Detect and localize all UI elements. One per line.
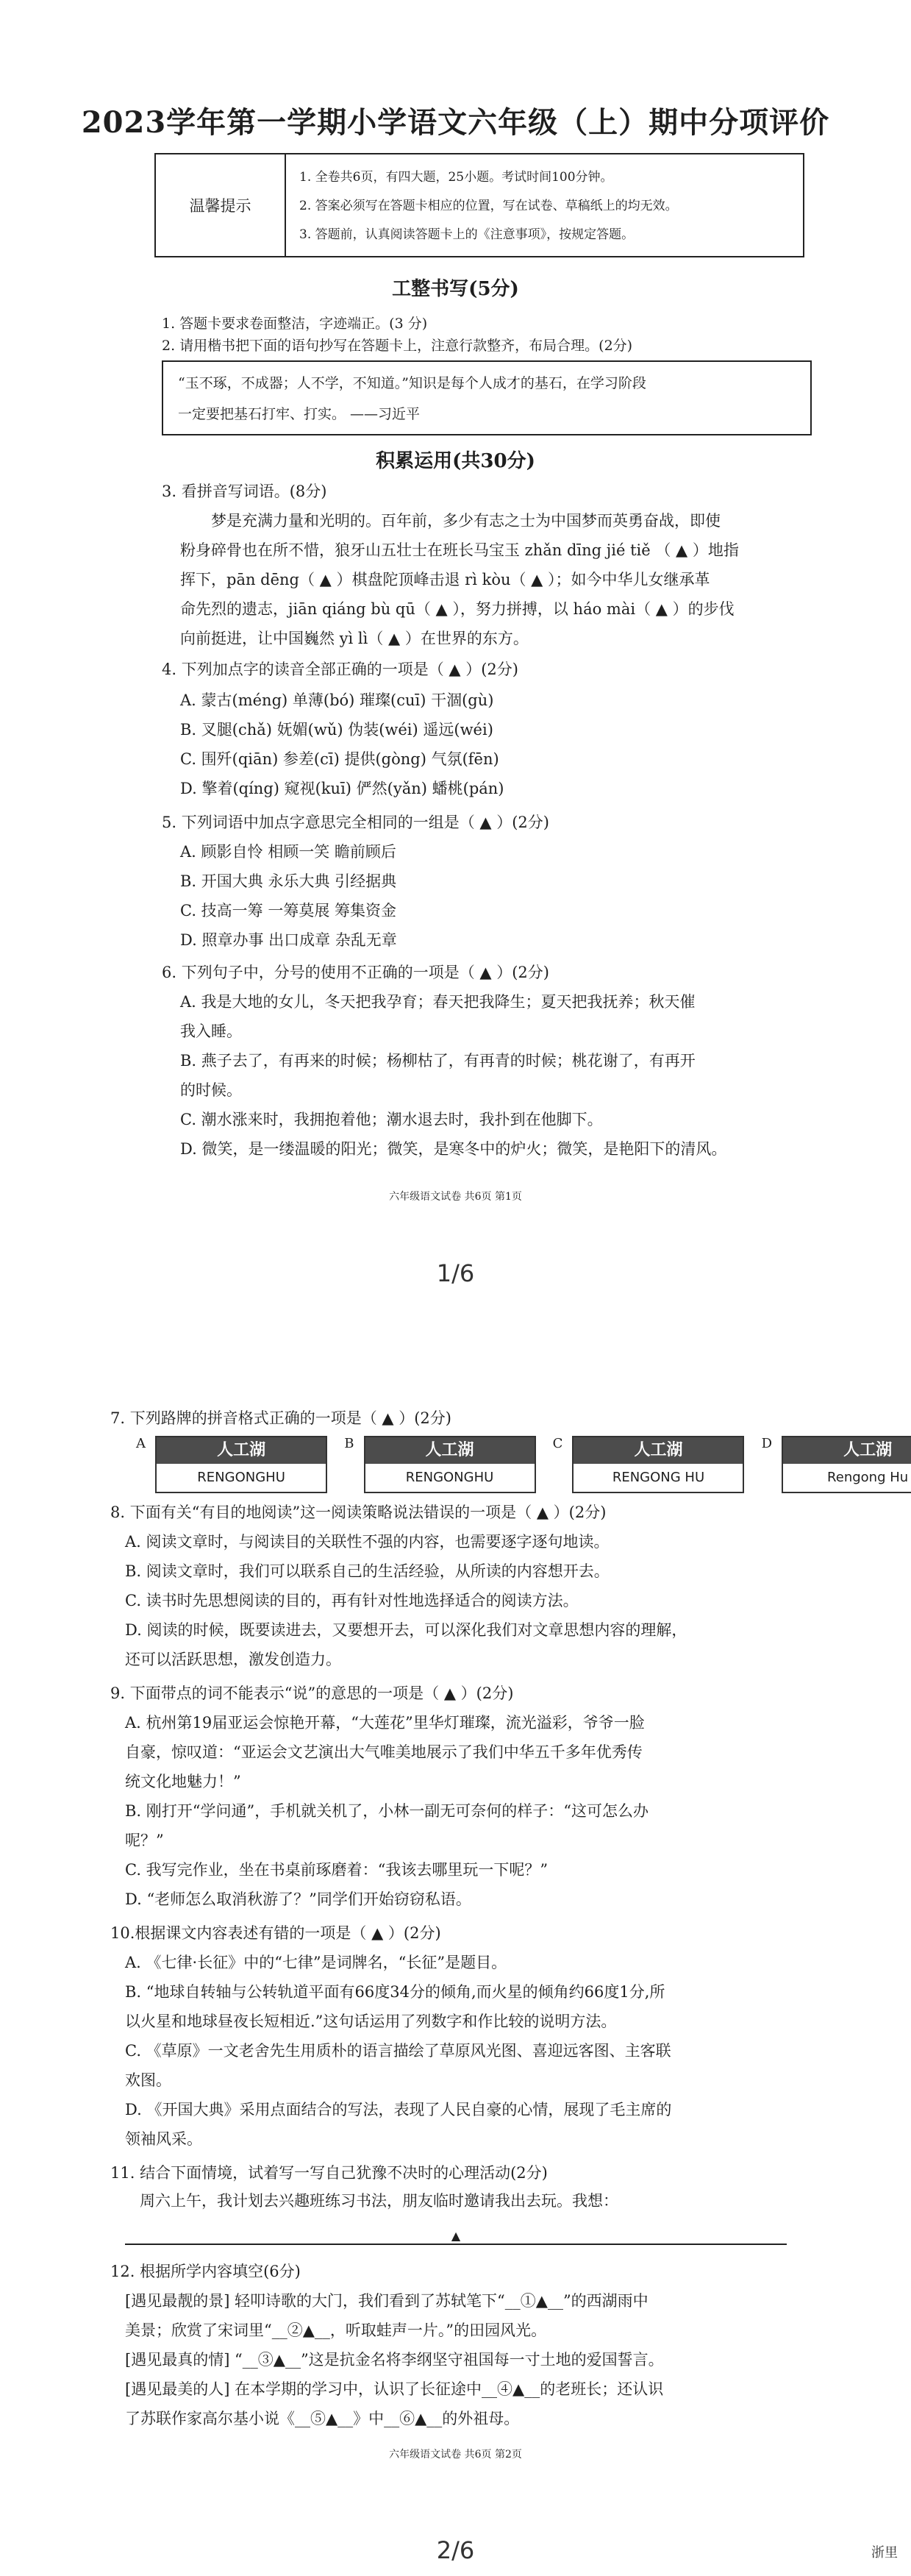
question-4: 4. 下列加点字的读音全部正确的一项是（ ▲ ）(2分) [162, 661, 518, 678]
question-9: 9. 下面带点的词不能表示“说”的意思的一项是（ ▲ ）(2分) [110, 1684, 514, 1702]
tip-line: 3. 答题前，认真阅读答题卡上的《注意事项》，按规定答题。 [299, 227, 635, 242]
sign-letter: A [136, 1436, 146, 1451]
quote-line: 一定要把基石打牢、打实。 ——习近平 [178, 406, 421, 422]
passage-line: 命先烈的遗志，jiān qiáng bù qū（ ▲ ），努力拼搏，以 háo mài（ ▲ ）的步伐 [180, 600, 735, 618]
option: D. 擎着(qíng) 窥视(kuī) 俨然(yǎn) 蟠桃(pán) [180, 780, 504, 797]
exam-page-1 [0, 0, 911, 1250]
corner-watermark: 浙里 [871, 2545, 898, 2561]
sign-letter: B [344, 1436, 354, 1451]
question-8: 8. 下面有关“有目的地阅读”这一阅读策略说法错误的一项是（ ▲ ）(2分) [110, 1504, 607, 1521]
option: D. 《开国大典》采用点面结合的写法，表现了人民自豪的心情，展现了毛主席的 [125, 2101, 672, 2118]
question-11: 11. 结合下面情境，试着写一写自己犹豫不决时的心理活动(2分) [110, 2164, 548, 2182]
page-footer: 六年级语文试卷 共6页 第1页 [389, 1191, 522, 1203]
option: 统文化地魅力！” [125, 1773, 241, 1790]
option: A. 阅读文章时，与阅读目的关联性不强的内容，也需要逐字逐句地读。 [125, 1533, 610, 1551]
question-12-lines [125, 2286, 664, 2433]
sign-bottom: RENGONG HU [612, 1470, 705, 1485]
option: B. “地球自转轴与公转轨道平面有66度34分的倾角,而火星的倾角约66度1分,所 [125, 1983, 665, 2001]
question-7: 7. 下列路牌的拼音格式正确的一项是（ ▲ ）(2分) [110, 1409, 451, 1427]
option: C. 技高一筹 一筹莫展 筹集资金 [180, 902, 397, 919]
option: B. 开国大典 永乐大典 引经据典 [180, 872, 397, 890]
fill-line: [遇见最美的人] 在本学期的学习中，认识了长征途中__④▲__的老班长；还认识 [125, 2380, 664, 2398]
exam-page-2 [0, 1376, 911, 2538]
fill-line: 了苏联作家高尔基小说《__⑤▲__》中__⑥▲__的外祖母。 [125, 2410, 520, 2427]
option: A. 杭州第19届亚运会惊艳开幕，“大莲花”里华灯璀璨，流光溢彩，爷爷一脸 [125, 1714, 645, 1732]
question-8-options [125, 1527, 687, 1674]
option: 我入睡。 [180, 1022, 242, 1040]
tips-list [299, 163, 678, 249]
question-5-options [180, 837, 397, 955]
question-3-passage [180, 506, 739, 653]
section-handwriting-heading: 工整书写(5分) [392, 278, 519, 300]
answer-blank: ▲ [451, 2229, 461, 2243]
question-3: 3. 看拼音写词语。(8分) [162, 483, 327, 500]
question-6-options [180, 987, 726, 1164]
option: D. 照章办事 出口成章 杂乱无章 [180, 931, 397, 949]
road-sign-d [782, 1436, 911, 1493]
sign-top: 人工湖 [783, 1437, 911, 1464]
option: C. 《草原》一文老舍先生用质朴的语言描绘了草原风光图、喜迎远客图、主客联 [125, 2042, 671, 2060]
option: 以火星和地球昼夜长短相近.”这句话运用了列数字和作比较的说明方法。 [125, 2013, 617, 2030]
question-9-options [125, 1708, 649, 1914]
passage-line: 向前挺进，让中国巍然 yì lì（ ▲ ）在世界的东方。 [180, 630, 529, 647]
tips-box [154, 153, 804, 257]
question-4-options [180, 686, 504, 803]
option: A. 蒙古(méng) 单薄(bó) 璀璨(cuī) 干涸(gù) [180, 691, 494, 709]
option: C. 围歼(qiān) 参差(cī) 提供(gòng) 气氛(fēn) [180, 750, 499, 768]
passage-line: 梦是充满力量和光明的。百年前，多少有志之士为中国梦而英勇奋战，即使 [211, 512, 721, 530]
fill-line: [遇见最真的情] “__③▲__”这是抗金名将李纲坚守祖国每一寸土地的爱国誓言。 [125, 2351, 664, 2369]
option: 领袖风采。 [125, 2130, 202, 2148]
option: D. 微笑，是一缕温暖的阳光；微笑，是寒冬中的炉火；微笑，是艳阳下的清风。 [180, 1140, 727, 1158]
sign-letter: D [761, 1436, 773, 1451]
section-accumulation-heading: 积累运用(共30分) [376, 450, 535, 472]
option: 的时候。 [180, 1081, 242, 1099]
tips-label: 温馨提示 [156, 154, 286, 256]
option: 自豪，惊叹道：“亚运会文艺演出大气唯美地展示了我们中华五千多年优秀传 [125, 1743, 643, 1761]
exam-title: 2023学年第一学期小学语文六年级（上）期中分项评价 [81, 105, 830, 140]
question-12: 12. 根据所学内容填空(6分) [110, 2263, 301, 2280]
option: B. 刚打开“学问通”，手机就关机了，小林一副无可奈何的样子：“这可怎么办 [125, 1802, 649, 1820]
tip-line: 1. 全卷共6页，有四大题，25小题。考试时间100分钟。 [299, 170, 613, 185]
option: B. 阅读文章时，我们可以联系自己的生活经验，从所读的内容想开去。 [125, 1562, 610, 1580]
option: 呢？” [125, 1832, 164, 1849]
page-counter-2: 2/6 [436, 2536, 475, 2564]
quote-line: “玉不琢，不成器；人不学，不知道。”知识是每个人成才的基石，在学习阶段 [178, 375, 646, 391]
road-sign-a [155, 1436, 327, 1493]
option: B. 叉腿(chǎ) 妩媚(wǔ) 伪装(wéi) 遥远(wéi) [180, 721, 493, 739]
page-footer: 六年级语文试卷 共6页 第2页 [389, 2449, 522, 2461]
option: A. 我是大地的女儿，冬天把我孕育；春天把我降生；夏天把我抚养；秋天催 [180, 993, 696, 1011]
option: C. 我写完作业，坐在书桌前琢磨着：“我该去哪里玩一下呢？” [125, 1861, 549, 1879]
option: 欢图。 [125, 2071, 171, 2089]
tip-line: 2. 答案必须写在答题卡相应的位置，写在试卷、草稿纸上的均无效。 [299, 199, 678, 213]
option: B. 燕子去了，有再来的时候；杨柳枯了，有再青的时候；桃花谢了，有再开 [180, 1052, 696, 1070]
option: A. 《七律·长征》中的“七律”是词牌名，“长征”是题目。 [125, 1954, 507, 1971]
road-sign-c [572, 1436, 744, 1493]
sign-top: 人工湖 [365, 1437, 535, 1464]
sign-bottom: RENGONGHU [405, 1470, 494, 1485]
sign-top: 人工湖 [574, 1437, 743, 1464]
option: D. 阅读的时候，既要读进去，又要想开去，可以深化我们对文章思想内容的理解， [125, 1621, 687, 1639]
sign-bottom: Rengong Hu [827, 1470, 909, 1485]
option: A. 顾影自怜 相顾一笑 瞻前顾后 [180, 843, 396, 861]
sign-letter: C [552, 1436, 563, 1451]
question-10: 10.根据课文内容表述有错的一项是（ ▲ ）(2分) [110, 1924, 441, 1942]
fill-line: 美景；欣赏了宋词里“__②▲__，听取蛙声一片。”的田园风光。 [125, 2321, 547, 2339]
option: D. “老师怎么取消秋游了？”同学们开始窃窃私语。 [125, 1890, 471, 1908]
option: C. 潮水涨来时，我拥抱着他；潮水退去时，我扑到在他脚下。 [180, 1111, 603, 1128]
question-5: 5. 下列词语中加点字意思完全相同的一组是（ ▲ ）(2分) [162, 814, 549, 831]
question-6: 6. 下列句子中，分号的使用不正确的一项是（ ▲ ）(2分) [162, 964, 549, 981]
option: 还可以活跃思想，激发创造力。 [125, 1651, 341, 1668]
question-1: 1. 答题卡要求卷面整洁，字迹端正。(3 分) [162, 316, 428, 332]
question-2: 2. 请用楷书把下面的语句抄写在答题卡上，注意行款整齐，布局合理。(2分) [162, 338, 633, 354]
answer-line [125, 2229, 787, 2245]
question-10-options [125, 1948, 671, 2154]
road-sign-b [364, 1436, 536, 1493]
page-counter-1: 1/6 [436, 1259, 475, 1287]
option: C. 读书时先思想阅读的目的，再有针对性地选择适合的阅读方法。 [125, 1592, 579, 1609]
sign-top: 人工湖 [157, 1437, 326, 1464]
sign-bottom: RENGONGHU [197, 1470, 285, 1485]
question-11-text: 周六上午，我计划去兴趣班练习书法，朋友临时邀请我出去玩。我想： [140, 2192, 618, 2210]
passage-line: 挥下，pān dēng（ ▲ ）棋盘陀顶峰击退 rì kòu（ ▲ ）；如今中华儿女继承革 [180, 571, 710, 588]
quote-box [162, 360, 812, 435]
fill-line: [遇见最靓的景] 轻叩诗歌的大门，我们看到了苏轼笔下“__①▲__”的西湖雨中 [125, 2292, 649, 2310]
road-signs [136, 1436, 911, 1493]
passage-line: 粉身碎骨也在所不惜，狼牙山五壮士在班长马宝玉 zhǎn dīng jié tiě （ ▲ ）地指 [180, 541, 739, 559]
